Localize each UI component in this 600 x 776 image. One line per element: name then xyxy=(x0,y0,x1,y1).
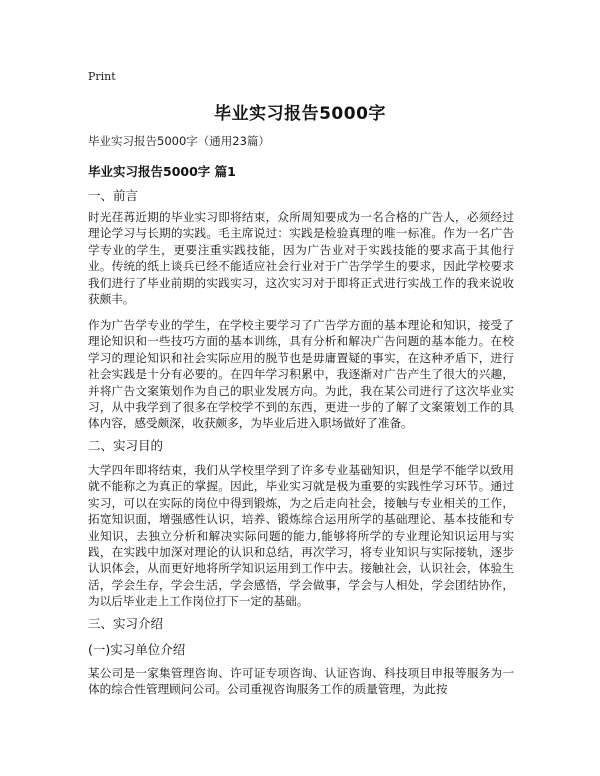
paragraph-company: 某公司是一家集管理咨询、许可证专项咨询、认证咨询、科技项目申报等服务为一体的综合性管理顾问公司。公司重视咨询服务工作的质量管理，为此按 xyxy=(88,666,514,697)
heading-purpose: 二、实习目的 xyxy=(88,438,164,453)
heading-preface: 一、前言 xyxy=(88,188,139,203)
document-subtitle: 毕业实习报告5000字（通用23篇） xyxy=(88,134,270,148)
document-title: 毕业实习报告5000字 xyxy=(214,104,386,124)
heading-introduction: 三、实习介绍 xyxy=(88,616,164,631)
heading-company-intro: (一)实习单位介绍 xyxy=(88,642,186,657)
paragraph-preface-1: 时光荏苒近期的毕业实习即将结束，众所周知要成为一名合格的广告人，必须经过理论学习与长期的实践。毛主席说过：实践是检验真理的唯一标准。作为一名广告学专业的学生，更要注重实践技能，因为广告业对于实践技能的要求高于其他行业。传统的纸上谈兵已经不能适应社会行业对于广告学学生的要求，因此学校要求我们进行了毕业前期的实践实习，这次实习对于即将正式进行实战工作的我来说收获颇丰。 xyxy=(88,210,514,307)
print-label[interactable]: Print xyxy=(88,70,116,83)
paragraph-purpose: 大学四年即将结束，我们从学校里学到了许多专业基础知识，但是学不能学以致用就不能称之为真正的掌握。因此，毕业实习就是极为重要的实践性学习环节。通过实习，可以在实际的岗位中得到锻炼，为之后走向社会，接触与专业相关的工作，拓宽知识面，增强感性认识，培养、锻炼综合运用所学的基础理论、基本技能和专业知识，去独立分析和解决实际问题的能力,能够将所学的专业理论知识运用与实践，在实践中加深对理论的认识和总结，再次学习，将专业知识与实际接轨，逐步认识体会，从而更好地将所学知识运用到工作中去。接触社会，认识社会，体验生活，学会生存，学会生活，学会感悟，学会做事，学会与人相处，学会团结协作，为以后毕业走上工作岗位打下一定的基础。 xyxy=(88,463,514,609)
section-title: 毕业实习报告5000字 篇1 xyxy=(88,164,236,179)
paragraph-preface-2: 作为广告学专业的学生，在学校主要学习了广告学方面的基本理论和知识，接受了理论知识和一些技巧方面的基本训练，具有分析和解决广告问题的基本能力。在校学习的理论知识和社会实际应用的脱节也是毋庸置疑的事实，在这种矛盾下，进行社会实践是十分有必要的。在四年学习积累中，我逐渐对广告产生了很大的兴趣，并将广告文案策划作为自己的职业发展方向。为此，我在某公司进行了这次毕业实习，从中我学到了很多在学校学不到的东西，更进一步的了解了文案策划工作的具体内容，感受颇深，收获颇多，为毕业后进入职场做好了准备。 xyxy=(88,318,514,431)
